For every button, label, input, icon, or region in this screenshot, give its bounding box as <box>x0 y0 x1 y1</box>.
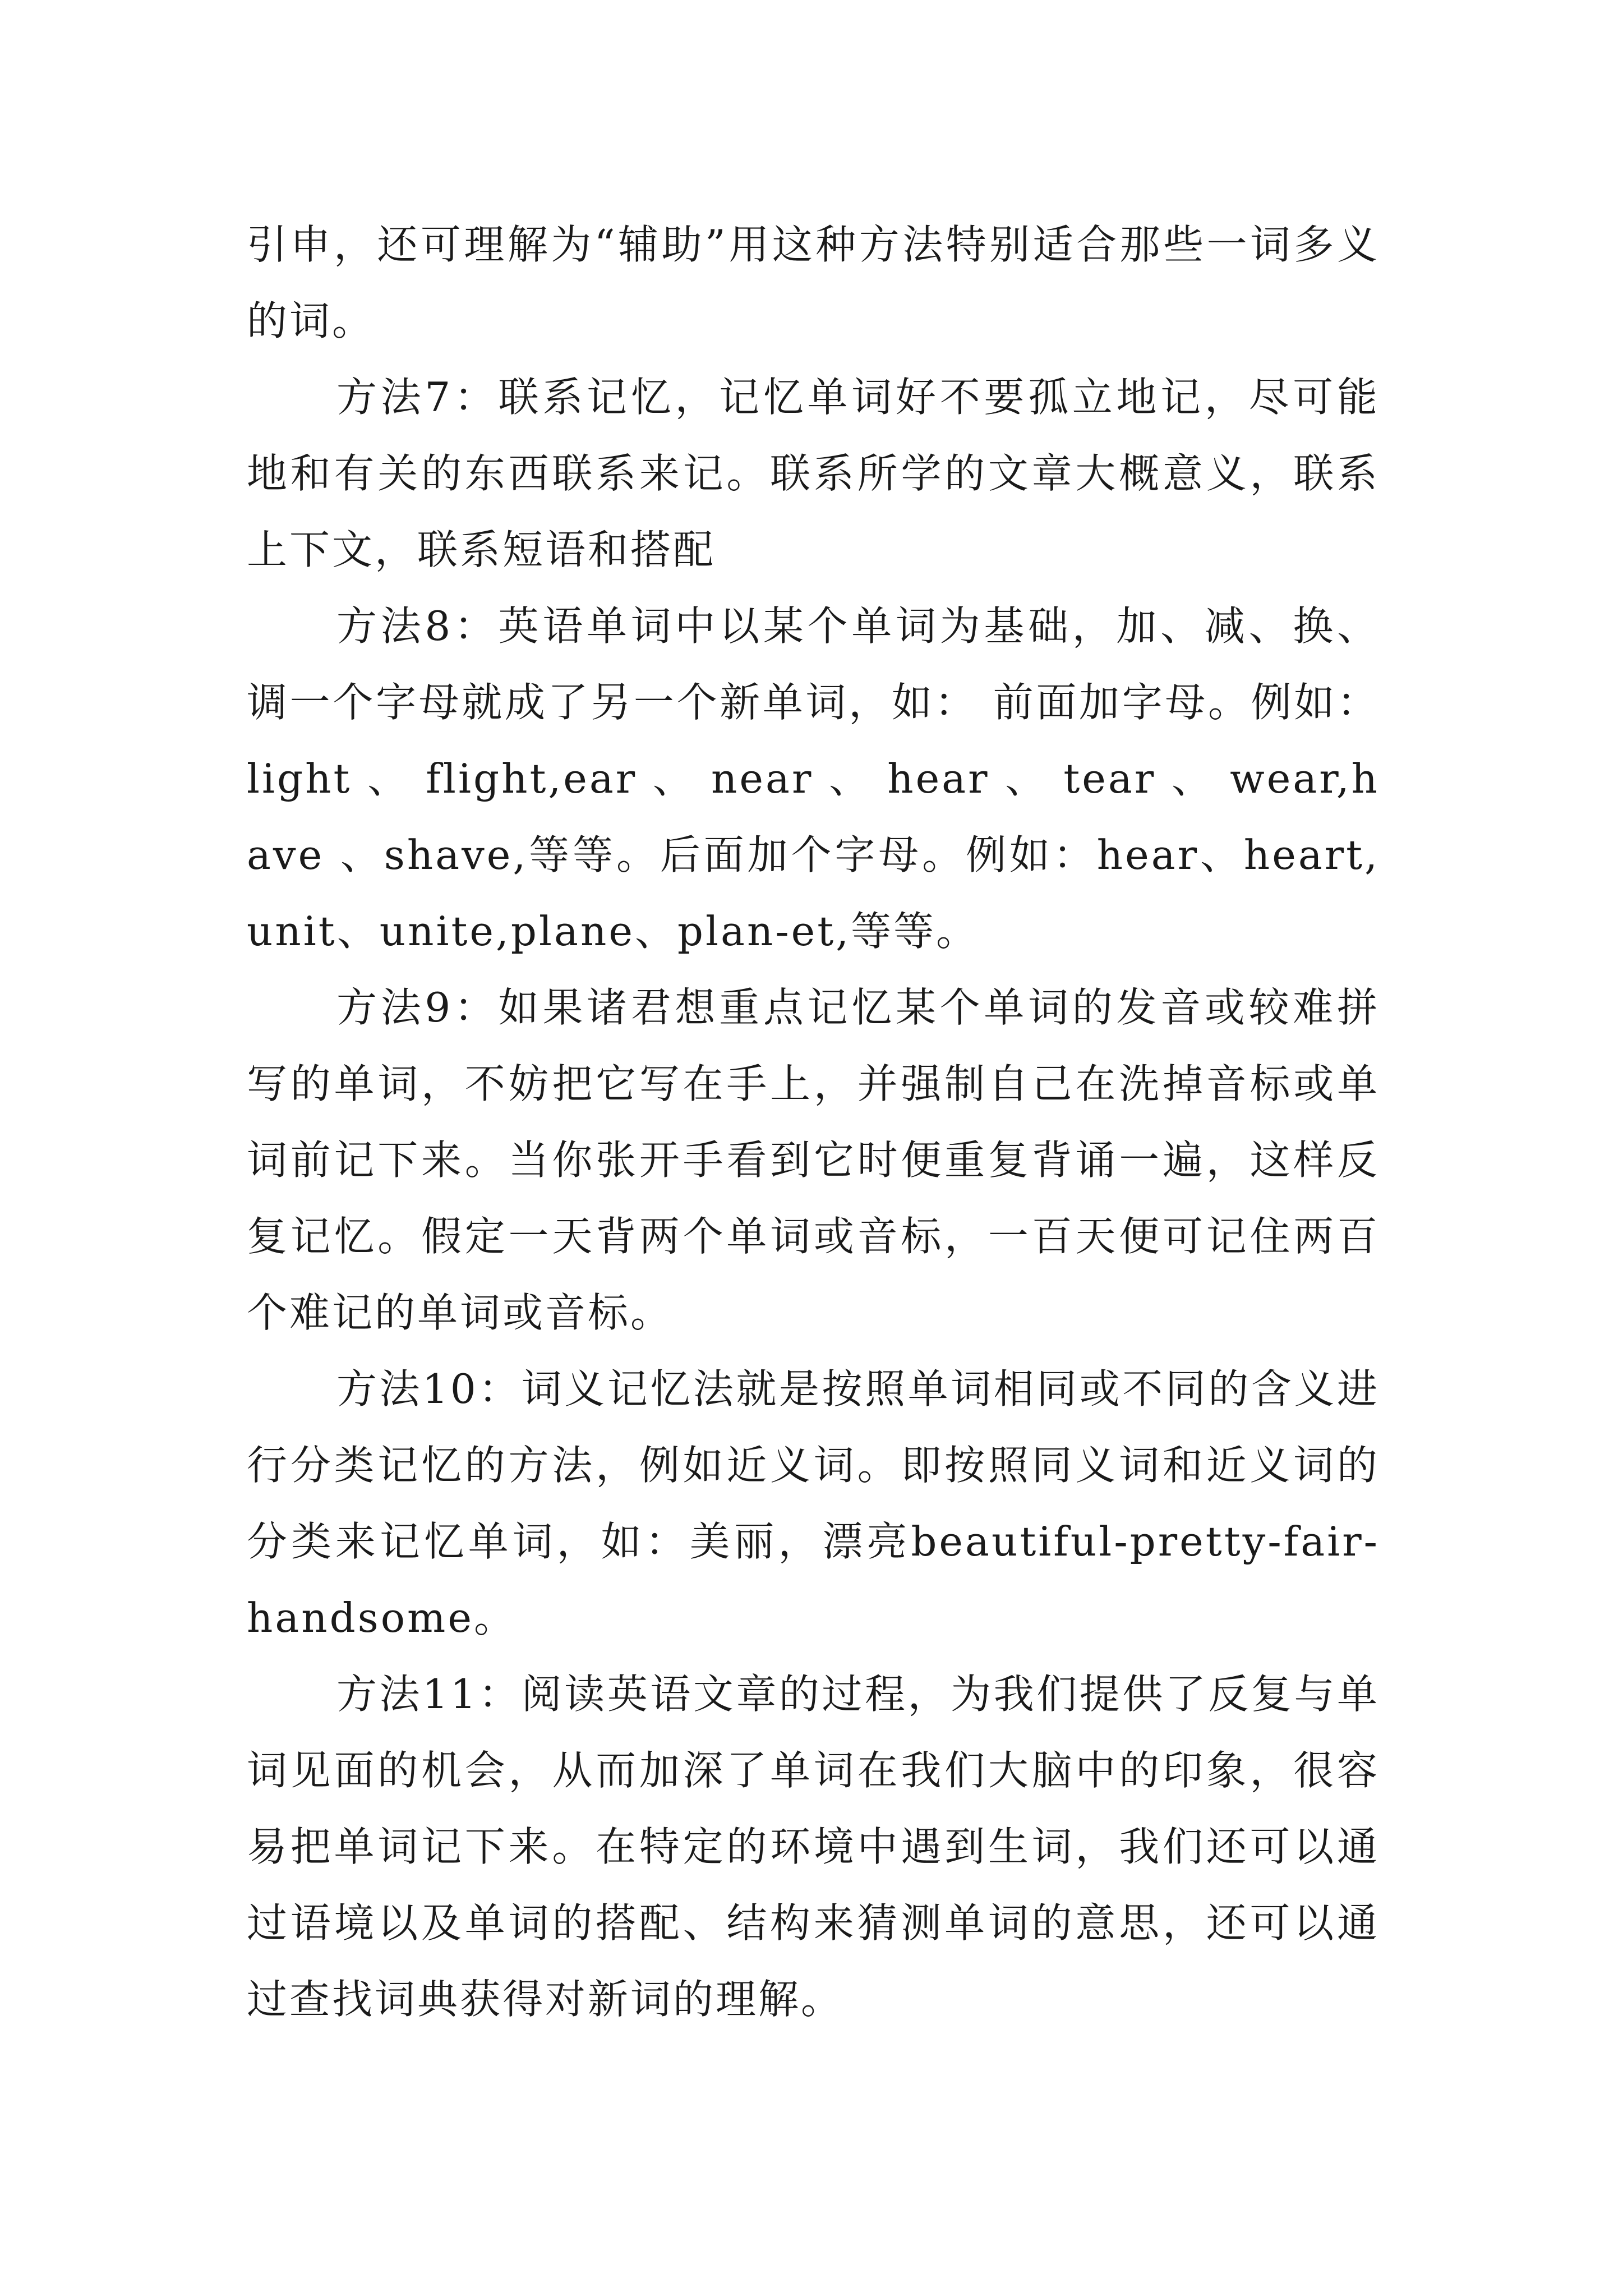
paragraph-method-7: 方法7：联系记忆，记忆单词好不要孤立地记，尽可能地和有关的东西联系来记。联系所学的文章大概意义，联系上下文，联系短语和搭配 <box>247 374 1380 573</box>
paragraph-method-8: 方法8：英语单词中以某个单词为基础，加、减、换、调一个字母就成了另一个新单词，如： 前面加字母。例如：light 、 flight,ear 、 near 、 hear 、 tear 、 wear,have 、shave,等等。后面加个字母。例如：hear、heart,unit、unite,plane、plan-et,等等。 <box>247 602 1380 955</box>
paragraph-method-10: 方法10：词义记忆法就是按照单词相同或不同的含义进行分类记忆的方法，例如近义词。即按照同义词和近义词的分类来记忆单词，如：美丽，漂亮beautiful-pretty-fair-handsome。 <box>247 1365 1380 1641</box>
paragraph-continuation: 引申，还可理解为“辅助”用这种方法特别适合那些一词多义的词。 <box>247 221 1380 344</box>
paragraph-method-11: 方法11：阅读英语文章的过程，为我们提供了反复与单词见面的机会，从而加深了单词在我们大脑中的印象，很容易把单词记下来。在特定的环境中遇到生词，我们还可以通过语境以及单词的搭配、结构来猜测单词的意思，还可以通过查找词典获得对新词的理解。 <box>247 1671 1380 2023</box>
document-body <box>247 206 1380 2037</box>
paragraph-method-9: 方法9：如果诸君想重点记忆某个单词的发音或较难拼写的单词，不妨把它写在手上，并强制自己在洗掉音标或单词前记下来。当你张开手看到它时便重复背诵一遍，这样反复记忆。假定一天背两个单词或音标，一百天便可记住两百个难记的单词或音标。 <box>247 984 1380 1336</box>
